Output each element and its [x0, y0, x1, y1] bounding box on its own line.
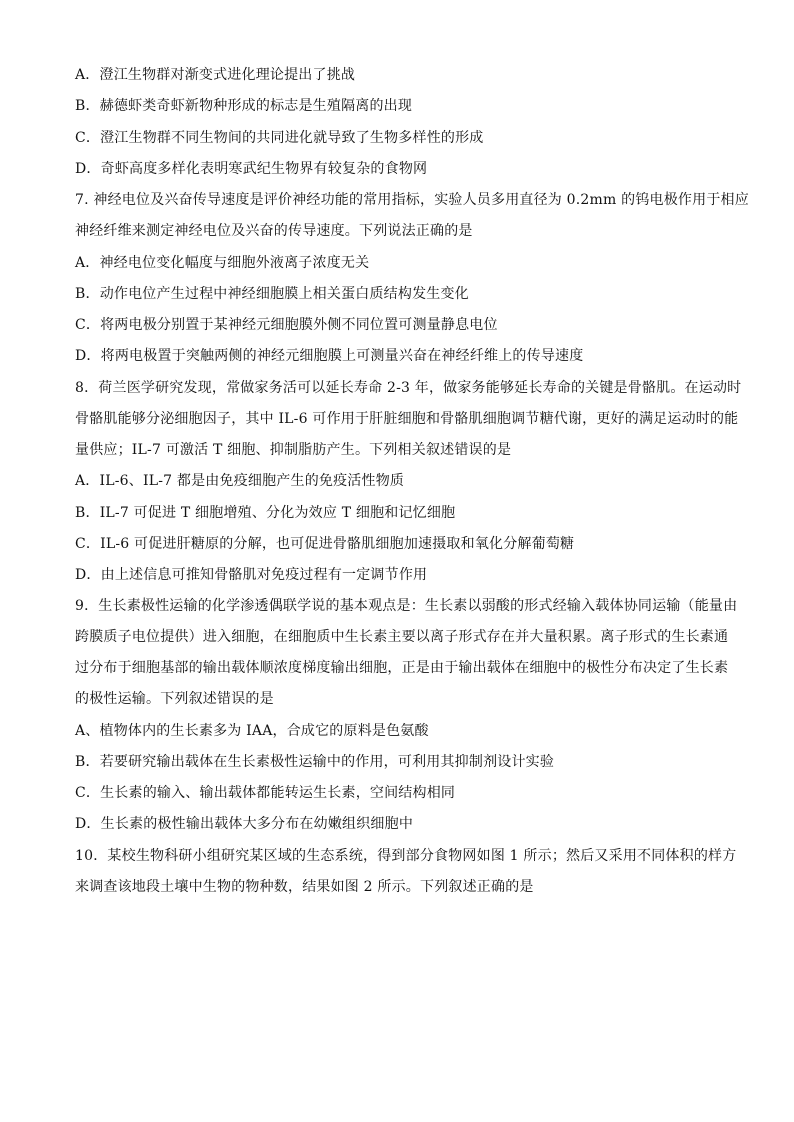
q6-option-a: A．澄江生物群对渐变式进化理论提出了挑战 [75, 67, 356, 83]
q9-stem-line-2: 跨膜质子电位提供）进入细胞，在细胞质中生长素主要以离子形式存在并大量积累。离子形式的生长素通 [75, 629, 729, 645]
q9-stem-line-3: 过分布于细胞基部的输出载体顺浓度梯度输出细胞，正是由于输出载体在细胞中的极性分布决定了生长素 [75, 660, 729, 676]
q9-option-a: A、植物体内的生长素多为 IAA，合成它的原料是色氨酸 [75, 723, 429, 739]
q8-stem-line-3: 量供应；IL-7 可激活 T 细胞、抑制脂肪产生。下列相关叙述错误的是 [75, 442, 512, 458]
q8-stem-line-1: 8．荷兰医学研究发现，常做家务活可以延长寿命 2-3 年，做家务能够延长寿命的关键是骨骼肌。在运动时 [75, 380, 742, 396]
q7-stem-line-2: 神经纤维来测定神经电位及兴奋的传导速度。下列说法正确的是 [75, 223, 473, 239]
q9-option-b: B．若要研究输出载体在生长素极性运输中的作用，可利用其抑制剂设计实验 [75, 754, 555, 770]
q10-stem-line-1: 10．某校生物科研小组研究某区域的生态系统，得到部分食物网如图 1 所示；然后又采用不同体积的样方 [75, 848, 737, 864]
q9-option-c: C．生长素的输入、输出载体都能转运生长素，空间结构相同 [75, 785, 456, 801]
q8-option-a: A．IL-6、IL-7 都是由免疫细胞产生的免疫活性物质 [75, 473, 405, 489]
q7-option-d: D．将两电极置于突触两侧的神经元细胞膜上可测量兴奋在神经纤维上的传导速度 [75, 348, 584, 364]
q6-option-d: D．奇虾高度多样化表明寒武纪生物界有较复杂的食物网 [75, 161, 428, 177]
q7-option-a: A．神经电位变化幅度与细胞外液离子浓度无关 [75, 255, 370, 271]
q9-option-d: D．生长素的极性输出载体大多分布在幼嫩组织细胞中 [75, 816, 414, 832]
q7-option-c: C．将两电极分别置于某神经元细胞膜外侧不同位置可测量静息电位 [75, 317, 498, 333]
q6-option-c: C．澄江生物群不同生物间的共同进化就导致了生物多样性的形成 [75, 130, 484, 146]
q8-option-d: D．由上述信息可推知骨骼肌对免疫过程有一定调节作用 [75, 567, 428, 583]
q7-stem-line-1: 7. 神经电位及兴奋传导速度是评价神经功能的常用指标，实验人员多用直径为 0.2mm 的钨电极作用于相应 [75, 192, 749, 208]
q8-option-b: B．IL-7 可促进 T 细胞增殖、分化为效应 T 细胞和记忆细胞 [75, 505, 456, 521]
q8-option-c: C．IL-6 可促进肝糖原的分解，也可促进骨骼肌细胞加速摄取和氧化分解葡萄糖 [75, 536, 575, 552]
q7-option-b: B．动作电位产生过程中神经细胞膜上相关蛋白质结构发生变化 [75, 286, 469, 302]
q6-option-b: B．赫德虾类奇虾新物种形成的标志是生殖隔离的出现 [75, 98, 413, 114]
q10-stem-line-2: 来调查该地段土壤中生物的物种数，结果如图 2 所示。下列叙述正确的是 [75, 879, 534, 895]
q8-stem-line-2: 骨骼肌能够分泌细胞因子，其中 IL-6 可作用于肝脏细胞和骨骼肌细胞调节糖代谢，更好的满足运动时的能 [75, 411, 739, 427]
q9-stem-line-4: 的极性运输。下列叙述错误的是 [75, 691, 274, 707]
q9-stem-line-1: 9．生长素极性运输的化学渗透偶联学说的基本观点是：生长素以弱酸的形式经输入载体协同运输（能量由 [75, 598, 738, 614]
